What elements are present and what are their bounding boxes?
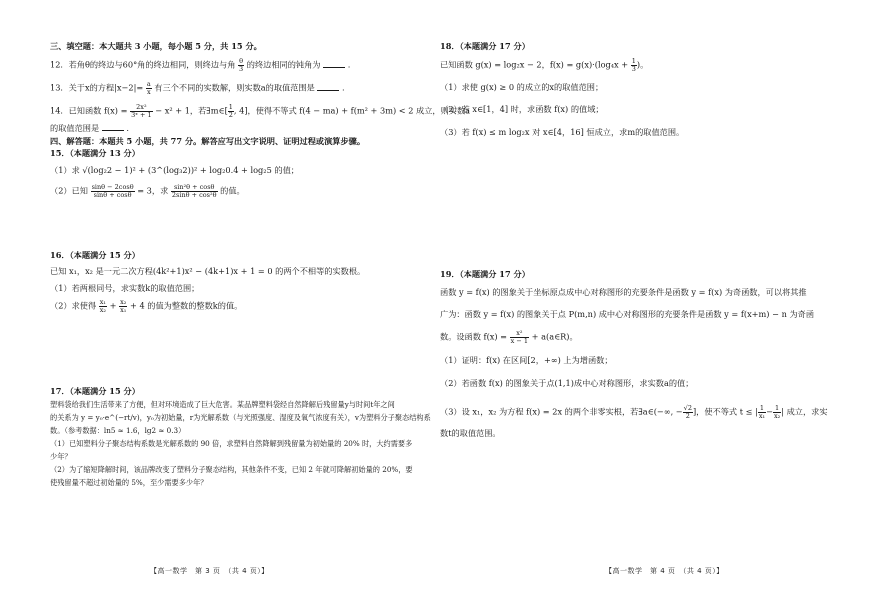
q18-heading: 18．（本题满分 17 分）	[440, 41, 530, 51]
q14-frac2-num: 1	[228, 103, 233, 111]
q19-f4-num: 1	[773, 405, 781, 413]
q15-fraction-2	[171, 184, 218, 199]
answer-blank	[323, 61, 345, 68]
q14-frac2-den: 2	[228, 111, 233, 119]
q19-f4-den: x₂	[773, 412, 781, 420]
q13-frac-num: a	[146, 80, 151, 88]
q14-frac-num: 2x²	[130, 104, 153, 112]
q16-heading: 16．（本题满分 15 分）	[50, 250, 140, 260]
question-14-cont: 的取值范围是 .	[50, 123, 129, 133]
q16-stem: 已知 x₁，x₂ 是一元二次方程(4k²+1)x² − (4k+1)x + 1 = 0 的两个不相等的实数根。	[50, 266, 366, 276]
q16-f1-den: x₂	[99, 306, 107, 314]
q16-f1-num: x₁	[99, 298, 107, 306]
page-3-footer: 【高一数学 第 3 页 （共 4 页）】	[150, 567, 269, 575]
q16-2-text-a: （2）求使得	[50, 300, 97, 311]
question-12: 12．若角θ的终边与60°角的终边相同，则终边与角 $\frac{\theta}{3}$ 的终边相同的钝角为 .	[50, 57, 351, 73]
q19-text-b: + a(a∈R)。	[531, 331, 578, 342]
q19-text-a: 数。设函数 f(x) =	[440, 331, 508, 342]
q15-part1: （1）求 √(log₂2 − 1)² + (3^(log₃2))² + log₂0.4 + log₂5 的值；	[50, 165, 299, 175]
q15-part2	[50, 184, 245, 199]
q13-frac-den: x	[146, 88, 151, 96]
q19-frac-num: x²	[510, 330, 529, 338]
q12-frac-den: 3	[239, 65, 244, 73]
q15-f2-num: sin²θ + cosθ	[171, 184, 218, 192]
q17-part1-b: 少年？	[50, 452, 72, 461]
section-answer-heading: 四、解答题：本题共 5 小题，共 77 分。解答应写出文字说明、证明过程或演算步骤。	[50, 136, 366, 146]
q19-part3-cont: 数t的取值范围。	[440, 428, 501, 438]
q12-text-b: 的终边相同的钝角为	[246, 59, 321, 70]
q19-3-text-a: （3）设 x₁，x₂ 为方程 f(x) = 2x 的两个非零实根，若∃a∈(−∞, −	[440, 406, 683, 417]
answer-blank	[317, 84, 339, 91]
q18-text-b: )。	[636, 59, 649, 70]
q12-frac-num: θ	[239, 57, 244, 65]
q16-f2-den: x₁	[120, 306, 127, 314]
q15-fraction-1	[91, 184, 135, 199]
page-4-footer: 【高一数学 第 4 页 （共 4 页）】	[605, 567, 724, 575]
q18-part3: （3）若 f(x) ≤ m log₂x 对 x∈[4，16] 恒成立，求m的取值范围。	[440, 127, 685, 137]
section-fill-blank-heading: 三、填空题：本大题共 3 小题，每小题 5 分，共 15 分。	[50, 41, 262, 51]
q16-2-text-c: + 4 的值为整数的整数k的值。	[130, 300, 243, 311]
q17-part1-a: （1）已知塑料分子聚态结构系数是光解系数的 90 倍，求塑料自然降解到残留量为初始量的 20% 时，大约需要多	[50, 439, 413, 448]
q19-stem-2: 广为：函数 y = f(x) 的图象关于点 P(m,n) 成中心对称图形的充要条件是函数 y = f(x+m) − n 为奇函	[440, 309, 815, 319]
q19-stem-3	[440, 330, 578, 345]
q17-stem-2: 的关系为 y = y₀·e^(−rt/v)，y₀为初始量，r为光解系数（与光照强度、湿度及氧气浓度有关），v为塑料分子聚态结构系	[50, 413, 431, 422]
q19-fraction	[510, 330, 529, 345]
q12-text-a: 12．若角θ的终边与60°角的终边相同，则终边与角	[50, 59, 236, 70]
q17-heading: 17．（本题满分 15 分）	[50, 386, 140, 396]
q16-fraction-1	[99, 299, 107, 314]
q16-f2-num: x₂	[120, 298, 127, 306]
q15-f1-num: sinθ − 2cosθ	[91, 183, 134, 191]
q15-2-text-a: （2）已知	[50, 185, 88, 196]
q19-f3-den: x₁	[758, 412, 766, 420]
q15-f2-den: 2sinθ + cos²θ	[171, 191, 217, 199]
q14-frac-den: 3ˣ + 1	[131, 111, 152, 119]
q17-part2-b: 使残留量不超过初始量的 5%，至少需要多少年？	[50, 478, 208, 487]
q15-f1-den: sinθ + cosθ	[93, 191, 132, 199]
q18-text-a: 已知函数 g(x) = log₂x − 2，f(x) = g(x)·(log₄x +	[440, 59, 629, 70]
q15-2-text-b: = 3，求	[137, 185, 169, 196]
q19-fraction-2	[683, 405, 693, 420]
q19-fraction-4	[773, 405, 781, 420]
q18-frac-num: 1	[631, 57, 636, 65]
q13-fraction	[146, 81, 152, 96]
q13-text-b: 有三个不同的实数解，则实数a的取值范围是	[154, 82, 315, 93]
q14-text-c: , 4]，使得不等式 f(4 − ma) + f(m² + 3m) < 2 成立，则实数a	[233, 105, 471, 116]
question-14	[50, 104, 470, 119]
q13-text-a: 13．关于x的方程|x−2|=	[50, 82, 144, 93]
q15-2-text-c: 的值。	[220, 185, 245, 196]
q14-fraction	[130, 104, 153, 119]
question-13: 13．关于x的方程|x−2|= $\frac{a}{x}$ 有三个不同的实数解，则实数a的取值范围是 .	[50, 80, 345, 96]
q18-part2: （2）若 x∈[1，4] 时，求函数 f(x) 的值域；	[440, 104, 604, 114]
q19-part3	[440, 405, 828, 420]
q19-part2: （2）若函数 f(x) 的图象关于点(1,1)成中心对称图形，求实数a的值；	[440, 378, 694, 388]
q15-heading: 15．（本题满分 13 分）	[50, 148, 140, 158]
q14-text-a: 14．已知函数 f(x) =	[50, 105, 128, 116]
q19-f2-den: 2	[685, 412, 690, 420]
q16-part1: （1）若两根同号，求实数k的取值范围；	[50, 283, 200, 293]
q19-stem-1: 函数 y = f(x) 的图象关于坐标原点成中心对称图形的充要条件是函数 y = f(x) 为奇函数，可以将其推	[440, 287, 807, 297]
q18-part1: （1）求使 g(x) ≥ 0 的成立的x的取值范围；	[440, 82, 604, 92]
q19-3-text-b: ]，使不等式 t ≤ |	[692, 406, 758, 417]
q19-part1: （1）证明：f(x) 在区间[2，+∞) 上为增函数；	[440, 355, 613, 365]
q16-2-text-b: +	[109, 300, 117, 311]
q16-fraction-2	[119, 299, 127, 314]
q19-fraction-3	[758, 405, 766, 420]
q17-part2-a: （2）为了缩短降解时间，该品牌改变了塑料分子聚态结构，其他条件不变，已知 2 年就可降解初始量的 20%，要	[50, 465, 413, 474]
q17-stem-3: 数。（参考数据：ln5 ≈ 1.6，lg2 ≈ 0.3）	[50, 426, 186, 435]
q14-text-b: − x² + 1，若∃m∈[	[155, 105, 228, 116]
q19-3-text-d: | 成立，求实	[781, 406, 828, 417]
q19-f3-num: 1	[758, 405, 766, 413]
q19-3-text-c: −	[766, 406, 773, 417]
q14-text-d: 的取值范围是	[50, 123, 100, 133]
q19-heading: 19．（本题满分 17 分）	[440, 269, 530, 279]
q17-stem-1: 塑料袋给我们生活带来了方便，但对环境造成了巨大危害。某品牌塑料袋经自然降解后残留量y与时间t年之间	[50, 400, 395, 409]
q18-frac-den: 3	[631, 65, 636, 73]
q19-frac-den: x − 1	[510, 337, 529, 345]
q18-stem	[440, 58, 648, 73]
q16-part2	[50, 299, 242, 314]
answer-blank	[102, 124, 124, 131]
q19-f2-num: √2	[683, 404, 692, 412]
q12-fraction	[238, 58, 244, 73]
